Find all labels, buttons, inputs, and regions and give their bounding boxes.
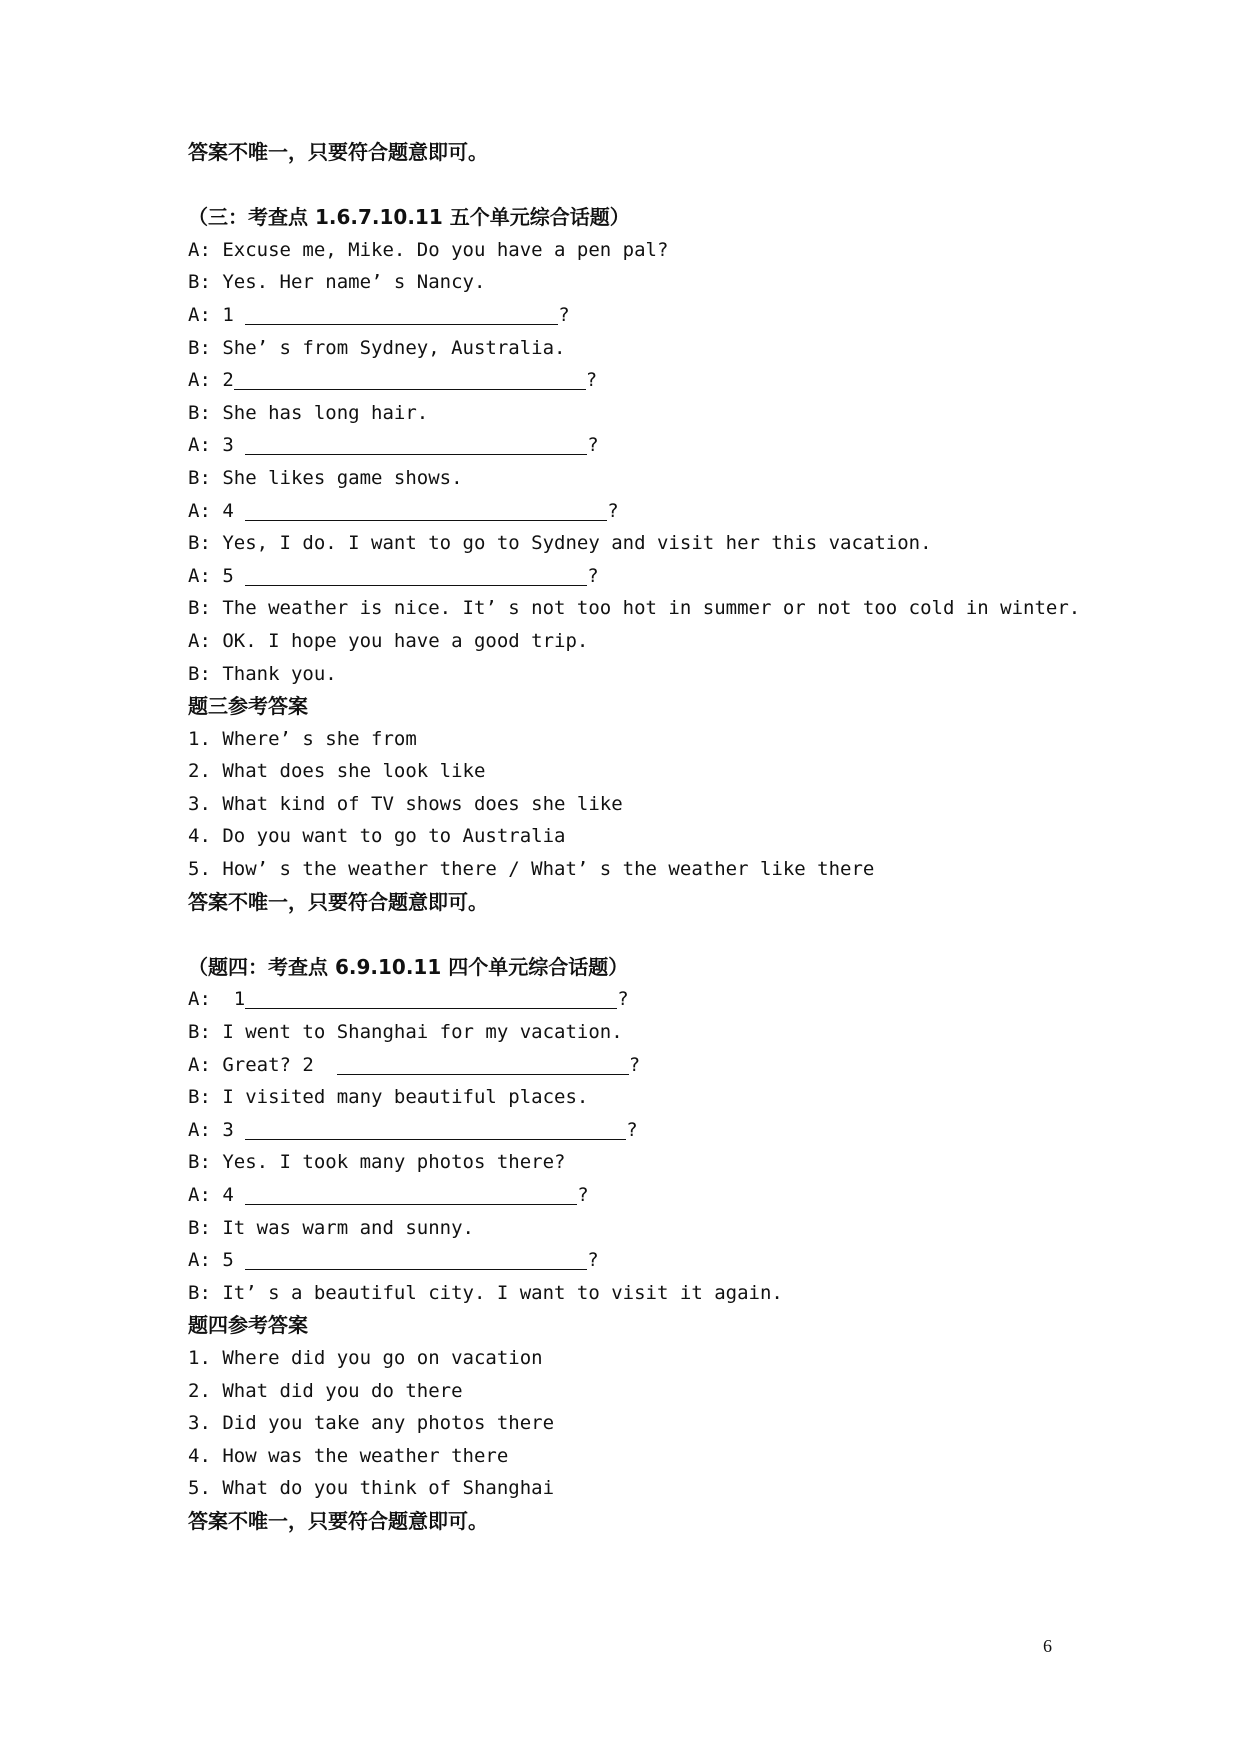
blank-suffix: ? xyxy=(558,303,570,326)
dialogue-blank-line xyxy=(188,1049,1088,1082)
answer-item: 3. Did you take any photos there xyxy=(188,1412,555,1435)
blank-prefix: A: 4 xyxy=(188,1184,246,1206)
dialogue-blank-line xyxy=(188,983,1088,1016)
answer-item: 4. Do you want to go to Australia xyxy=(188,825,566,848)
blank-suffix: ? xyxy=(585,369,598,392)
dialogue-line: A: OK. I hope you have a good trip. xyxy=(188,629,589,652)
blank-prefix: A: 3 xyxy=(188,1118,246,1141)
dialogue-line: B: She has long hair. xyxy=(188,401,429,424)
dialogue-blank-line xyxy=(188,560,1088,593)
blank-suffix: ? xyxy=(577,1184,589,1206)
dialogue-line: B: I went to Shanghai for my vacation. xyxy=(188,1021,623,1044)
blank-prefix: A: 5 xyxy=(188,1249,246,1272)
section4-answers-title: 题四参考答案 xyxy=(188,1313,308,1338)
blank-suffix: ? xyxy=(587,1249,599,1272)
blank-suffix: ? xyxy=(617,988,629,1011)
answer-item: 4. How was the weather there xyxy=(188,1444,509,1467)
dialogue-blank-line xyxy=(188,495,1088,528)
spacer xyxy=(188,918,1088,951)
answer-blank xyxy=(337,1054,629,1075)
section4-note: 答案不唯一，只要符合题意即可。 xyxy=(188,1508,488,1533)
section3-note: 答案不唯一，只要符合题意即可。 xyxy=(188,889,488,914)
section4-title: （题四：考查点 6.9.10.11 四个单元综合话题） xyxy=(188,954,629,979)
answer-item: 1. Where’ s she from xyxy=(188,727,417,750)
dialogue-blank-line xyxy=(188,299,1088,332)
dialogue-blank-line xyxy=(188,364,1088,397)
dialogue-blank-line xyxy=(188,1114,1088,1147)
blank-prefix: A: 1 xyxy=(188,988,246,1011)
blank-suffix: ? xyxy=(607,499,619,522)
blank-prefix: A: 4 xyxy=(188,499,246,522)
dialogue-line: B: Thank you. xyxy=(188,662,337,685)
blank-suffix: ? xyxy=(626,1118,638,1141)
dialogue-line: B: She likes game shows. xyxy=(188,466,463,489)
dialogue-line: B: It was warm and sunny. xyxy=(188,1216,474,1239)
section3-title: （三：考查点 1.6.7.10.11 五个单元综合话题） xyxy=(188,205,630,230)
dialogue-blank-line xyxy=(188,1244,1088,1277)
document-body xyxy=(188,136,1088,1538)
blank-suffix: ? xyxy=(628,1053,641,1076)
dialogue-blank-line xyxy=(188,429,1088,462)
dialogue-line: B: The weather is nice. It’ s not too hot in summer or not too cold in winter. xyxy=(188,597,1081,620)
spacer xyxy=(188,169,1088,202)
answer-blank xyxy=(245,565,587,586)
note-top: 答案不唯一，只要符合题意即可。 xyxy=(188,140,488,164)
blank-suffix: ? xyxy=(587,434,599,457)
answer-item: 2. What did you do there xyxy=(188,1379,463,1402)
answer-blank xyxy=(245,1119,626,1140)
blank-prefix: A: 2 xyxy=(188,369,234,392)
answer-blank xyxy=(245,1184,577,1205)
dialogue-line: B: It’ s a beautiful city. I want to visit it again. xyxy=(188,1281,783,1304)
answer-blank xyxy=(234,369,586,390)
dialogue-line: B: I visited many beautiful places. xyxy=(188,1086,589,1109)
dialogue-line: A: Excuse me, Mike. Do you have a pen pal? xyxy=(188,238,669,261)
dialogue-line: B: She’ s from Sydney, Australia. xyxy=(188,336,566,359)
section3-answers-title: 题三参考答案 xyxy=(188,694,308,719)
blank-prefix: A: 5 xyxy=(188,564,246,587)
dialogue-line: B: Yes. I took many photos there? xyxy=(188,1151,566,1174)
answer-blank xyxy=(245,988,617,1009)
answer-item: 1. Where did you go on vacation xyxy=(188,1346,543,1369)
answer-item: 2. What does she look like xyxy=(188,760,486,783)
blank-prefix: A: Great? 2 xyxy=(188,1053,337,1076)
blank-prefix: A: 1 xyxy=(188,303,246,326)
answer-blank xyxy=(245,1249,587,1270)
blank-suffix: ? xyxy=(587,564,599,587)
blank-prefix: A: 3 xyxy=(188,434,246,457)
answer-item: 5. How’ s the weather there / What’ s the weather like there xyxy=(188,858,875,881)
answer-item: 3. What kind of TV shows does she like xyxy=(188,792,623,815)
dialogue-line: B: Yes, I do. I want to go to Sydney and visit her this vacation. xyxy=(188,532,932,555)
answer-blank xyxy=(245,304,558,325)
page-number: 6 xyxy=(1043,1636,1052,1656)
dialogue-line: B: Yes. Her name’ s Nancy. xyxy=(188,271,486,294)
answer-blank xyxy=(245,500,607,521)
dialogue-blank-line xyxy=(188,1179,1088,1212)
answer-item: 5. What do you think of Shanghai xyxy=(188,1477,555,1500)
answer-blank xyxy=(245,434,587,455)
